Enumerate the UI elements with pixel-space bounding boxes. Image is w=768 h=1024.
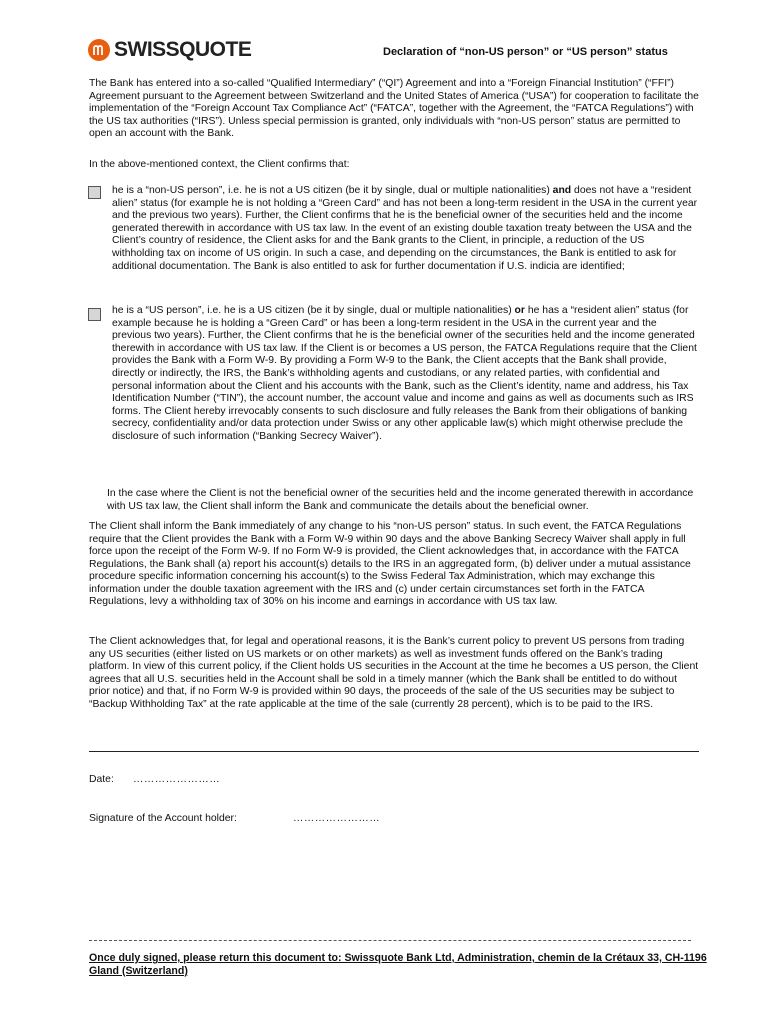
- non-us-person-option-text: [112, 185, 698, 273]
- option1-and: and: [552, 185, 572, 196]
- option2-rest: he has a “resident alien” status (for example because he is holding a “Green Card” or has been a long-term resident in the USA in the current year and the previous two years). Further, the Client confirms that he is the beneficial owner of the securities held and the income generated therewith in accordance with US tax law. If the Client is or becomes a US person, the FATCA Regulations require that the Client provides the Bank with a Form W-9. By providing a Form W-9 to the Bank, the Client accepts that the Bank shall provide, directly or indirectly, the IRS, the Bank’s withholding agents and custodians, or any related parties, with confidential and personal information about the Client and his accounts with the Bank, such as the Client’s identity, name and address, his Tax Identification Number (“TIN”), the account number, the account value and income and gains as well as documents such as IRS forms. The Client hereby irrevocably consents to such disclosure and fully releases the Bank from their obligations of banking secrecy, confidentiality and/or data protection under Swiss or any other applicable law(s) which might otherwise preclude the disclosure of such information (“Banking Secrecy Waiver”).: [112, 305, 697, 442]
- intro-paragraph: The Bank has entered into a so-called “Qualified Intermediary” (“QI”) Agreement and into a “Foreign Financial Institution” (“FFI”) Agreement pursuant to the Agreement between Switzerland and the United States of America (“USA”) for cooperation to facilitate the implementation of the “Foreign Account Tax Compliance Act” (“FATCA”, together with the Agreement, the “FATCA Regulations”) with the US tax authorities (“IRS”). Unless special permission is granted, only individuals with “non-US person” status are permitted to open an account with the Bank.: [89, 78, 699, 139]
- signature-label: Signature of the Account holder:: [89, 813, 237, 824]
- option2-or: or: [514, 305, 525, 316]
- return-instructions: Once duly signed, please return this document to: Swissquote Bank Ltd, Administration, chemin de la Crétaux 33, CH-1196 Gland (Switzerland): [89, 952, 707, 977]
- brand-name: SWISSQUOTE: [114, 38, 252, 61]
- non-us-person-checkbox[interactable]: [88, 186, 101, 199]
- swissquote-logo-icon: [88, 39, 110, 61]
- date-label: Date:: [89, 774, 114, 785]
- us-securities-policy-paragraph: The Client acknowledges that, for legal and operational reasons, it is the Bank’s current policy to prevent US persons from trading any US securities (either listed on US markets or on other markets) as well as investment funds offered on the Bank’s trading platform. In view of this current policy, if the Client holds US securities in the Account at the time he becomes a US person, the Client agrees that all U.S. securities held in the Account shall be sold in a timely manner (which the Bank shall be entitled to do without prior notice) and that, if no Form W-9 is provided within 90 days, the proceeds of the sale of the US securities may be subject to “Backup Withholding Tax” at the rate applicable at the time of the sale (currently 28 percent), which is to be paid to the IRS.: [89, 636, 699, 710]
- status-change-paragraph: The Client shall inform the Bank immediately of any change to his “non-US person” status. In such event, the FATCA Regulations require that the Client provides the Bank with a Form W-9 within 90 days and the above Banking Secrecy Waiver shall apply in full force upon the receipt of the Form W-9. If no Form W-9 is provided, the Client acknowledges that, in accordance with the FATCA Regulations, the Bank shall (a) report his account(s) details to the IRS in an aggregated form, (b) deliver under a mutual assistance procedure specific information concerning his account(s) to the Swiss Federal Tax Administration, which may exchange this information under the double taxation agreement with the IRS and (c) under certain circumstances set forth in the FATCA Regulations, levy a withholding tax of 30% on his income and earnings in accordance with US tax law.: [89, 521, 691, 607]
- option1-rest: does not have a “resident alien” status (for example he is not holding a “Green Card” and has not been a long-term resident in the USA in the current year and the previous two years). Further, the Client confirms that he is the beneficial owner of the securities held and the income generated therewith in accordance with US tax law. In the event of an existing double taxation treaty between the USA and the Client’s country of residence, the Client asks for and the Bank grants to the Client, in principle, a reduction of the US withholding tax on income of US origin. In such a case, and depending on the circumstances, the Bank is entitled to ask for additional documentation. The Bank is also entitled to ask for further documentation if U.S. indicia are identified;: [112, 185, 698, 272]
- footer-divider: [89, 940, 691, 941]
- document-title: Declaration of “non-US person” or “US person” status: [383, 46, 668, 58]
- option2-lead: he is a “US person”, i.e. he is a US citizen (be it by single, dual or multiple nationalities): [112, 305, 515, 316]
- signature-field[interactable]: ……………………: [293, 813, 381, 824]
- swissquote-logo: [88, 38, 251, 62]
- confirm-statement: In the above-mentioned context, the Client confirms that:: [89, 159, 350, 170]
- beneficial-owner-paragraph: In the case where the Client is not the beneficial owner of the securities held and the income generated therewith in accordance with US tax law, the Client shall inform the Bank and communicate the details about the beneficial owner.: [107, 488, 694, 512]
- us-person-option-text: [112, 305, 698, 444]
- option1-lead: he is a “non-US person”, i.e. he is not a US citizen (be it by single, dual or multiple nationalities): [112, 185, 553, 196]
- header: [88, 38, 688, 66]
- section-divider: [89, 751, 699, 752]
- date-field[interactable]: ……………………: [133, 774, 221, 785]
- us-person-checkbox[interactable]: [88, 308, 101, 321]
